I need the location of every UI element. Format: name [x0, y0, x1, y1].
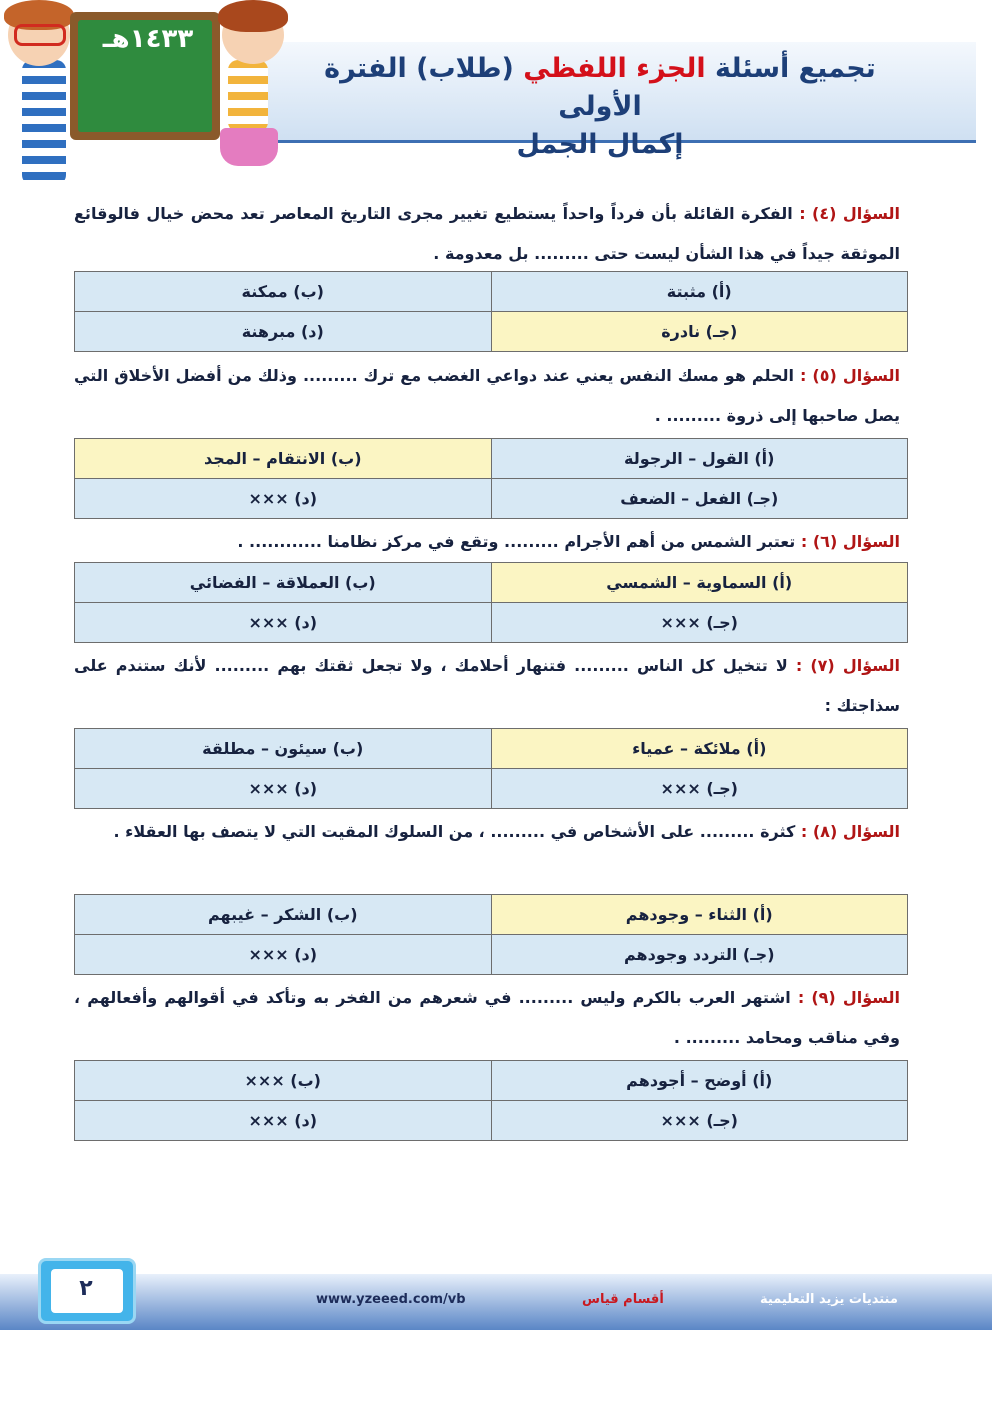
footer-forum: منتديات يزيد التعليمية [760, 1292, 898, 1307]
option-cell[interactable]: (ب) سيئون – مطلقة [75, 729, 492, 769]
options-table [74, 1060, 908, 1141]
option-cell[interactable]: (د) ××× [75, 1101, 492, 1141]
option-cell[interactable]: (جـ) ××× [491, 769, 908, 809]
page-number: ٢ [79, 1276, 93, 1301]
header-title [300, 50, 900, 164]
options-table [74, 271, 908, 352]
option-cell[interactable]: (جـ) ××× [491, 1101, 908, 1141]
question-label: السؤال (٥) : [800, 366, 900, 385]
page-subtitle: إكمال الجمل [516, 129, 684, 160]
question-body: لا تتخيل كل الناس ......... فتنهار أحلامك ، ولا تجعل ثقتك بهم ......... لأنك ستندم على سذاجتك : [74, 656, 900, 715]
question-body: الحلم هو مسك النفس يعني عند دواعي الغضب مع ترك ......... وذلك من أفضل الأخلاق التي يصل صاحبها إلى ذروة ......... . [74, 366, 900, 425]
option-cell[interactable]: (أ) ملائكة – عمياء [491, 729, 908, 769]
option-cell[interactable]: (د) ××× [75, 935, 492, 975]
option-cell[interactable]: (أ) الثناء – وجودهم [491, 895, 908, 935]
option-cell[interactable]: (جـ) ××× [491, 603, 908, 643]
question-text [74, 356, 900, 436]
option-cell[interactable]: (جـ) نادرة [491, 312, 908, 352]
option-cell[interactable]: (ب) ممكنة [75, 272, 492, 312]
option-cell[interactable]: (ب) الشكر – غيبهم [75, 895, 492, 935]
question-label: السؤال (٧) : [795, 656, 901, 675]
option-cell[interactable]: (د) ××× [75, 769, 492, 809]
option-cell[interactable]: (أ) مثبتة [491, 272, 908, 312]
question-text [74, 812, 900, 852]
options-table [74, 562, 908, 643]
option-cell[interactable]: (ب) العملاقة – الفضائي [75, 563, 492, 603]
option-cell[interactable]: (جـ) الفعل – الضعف [491, 479, 908, 519]
question-label: السؤال (٦) : [800, 532, 900, 551]
question-label: السؤال (٨) : [800, 822, 900, 841]
question-body: الفكرة القائلة بأن فرداً واحداً يستطيع تغيير مجرى التاريخ المعاصر تعد محض خيال فالوقائع الموثقة جيداً في هذا الشأن ليست حتى ......... بل معدومة . [74, 204, 900, 263]
question-text [74, 646, 900, 726]
option-cell[interactable]: (ب) ××× [75, 1061, 492, 1101]
footer-section: أقسام قياس [582, 1292, 664, 1307]
question-text [74, 194, 900, 274]
option-cell[interactable]: (د) ××× [75, 479, 492, 519]
footer-url[interactable]: www.yzeeed.com/vb [316, 1292, 466, 1307]
page-title: تجميع أسئلة الجزء اللفظي (طلاب) الفترة الأولى [324, 53, 876, 122]
title-highlight: الجزء اللفظي [523, 53, 706, 84]
question-body: اشتهر العرب بالكرم وليس ......... في شعرهم من الفخر به وتأكد في أقوالهم وأفعالهم ، وفي مناقب ومحامد ......... . [74, 988, 900, 1047]
question-text [74, 522, 900, 562]
year-label: ١٤٣٣هـ [102, 24, 194, 54]
question-body: تعتبر الشمس من أهم الأجرام ......... وتقع في مركز نظامنا ............ . [237, 532, 796, 551]
option-cell[interactable]: (أ) القول – الرجولة [491, 439, 908, 479]
options-table [74, 728, 908, 809]
option-cell[interactable]: (د) مبرهنة [75, 312, 492, 352]
options-table [74, 438, 908, 519]
question-text [74, 978, 900, 1058]
question-body: كثرة ......... على الأشخاص في ......... ، من السلوك المقيت التي لا يتصف بها العقلاء . [113, 822, 796, 841]
question-label: السؤال (٤) : [799, 204, 900, 223]
options-table [74, 894, 908, 975]
question-label: السؤال (٩) : [797, 988, 901, 1007]
option-cell[interactable]: (جـ) التردد وجودهم [491, 935, 908, 975]
option-cell[interactable]: (ب) الانتقام – المجد [75, 439, 492, 479]
option-cell[interactable]: (أ) أوضح – أجودهم [491, 1061, 908, 1101]
option-cell[interactable]: (أ) السماوية – الشمسي [491, 563, 908, 603]
option-cell[interactable]: (د) ××× [75, 603, 492, 643]
